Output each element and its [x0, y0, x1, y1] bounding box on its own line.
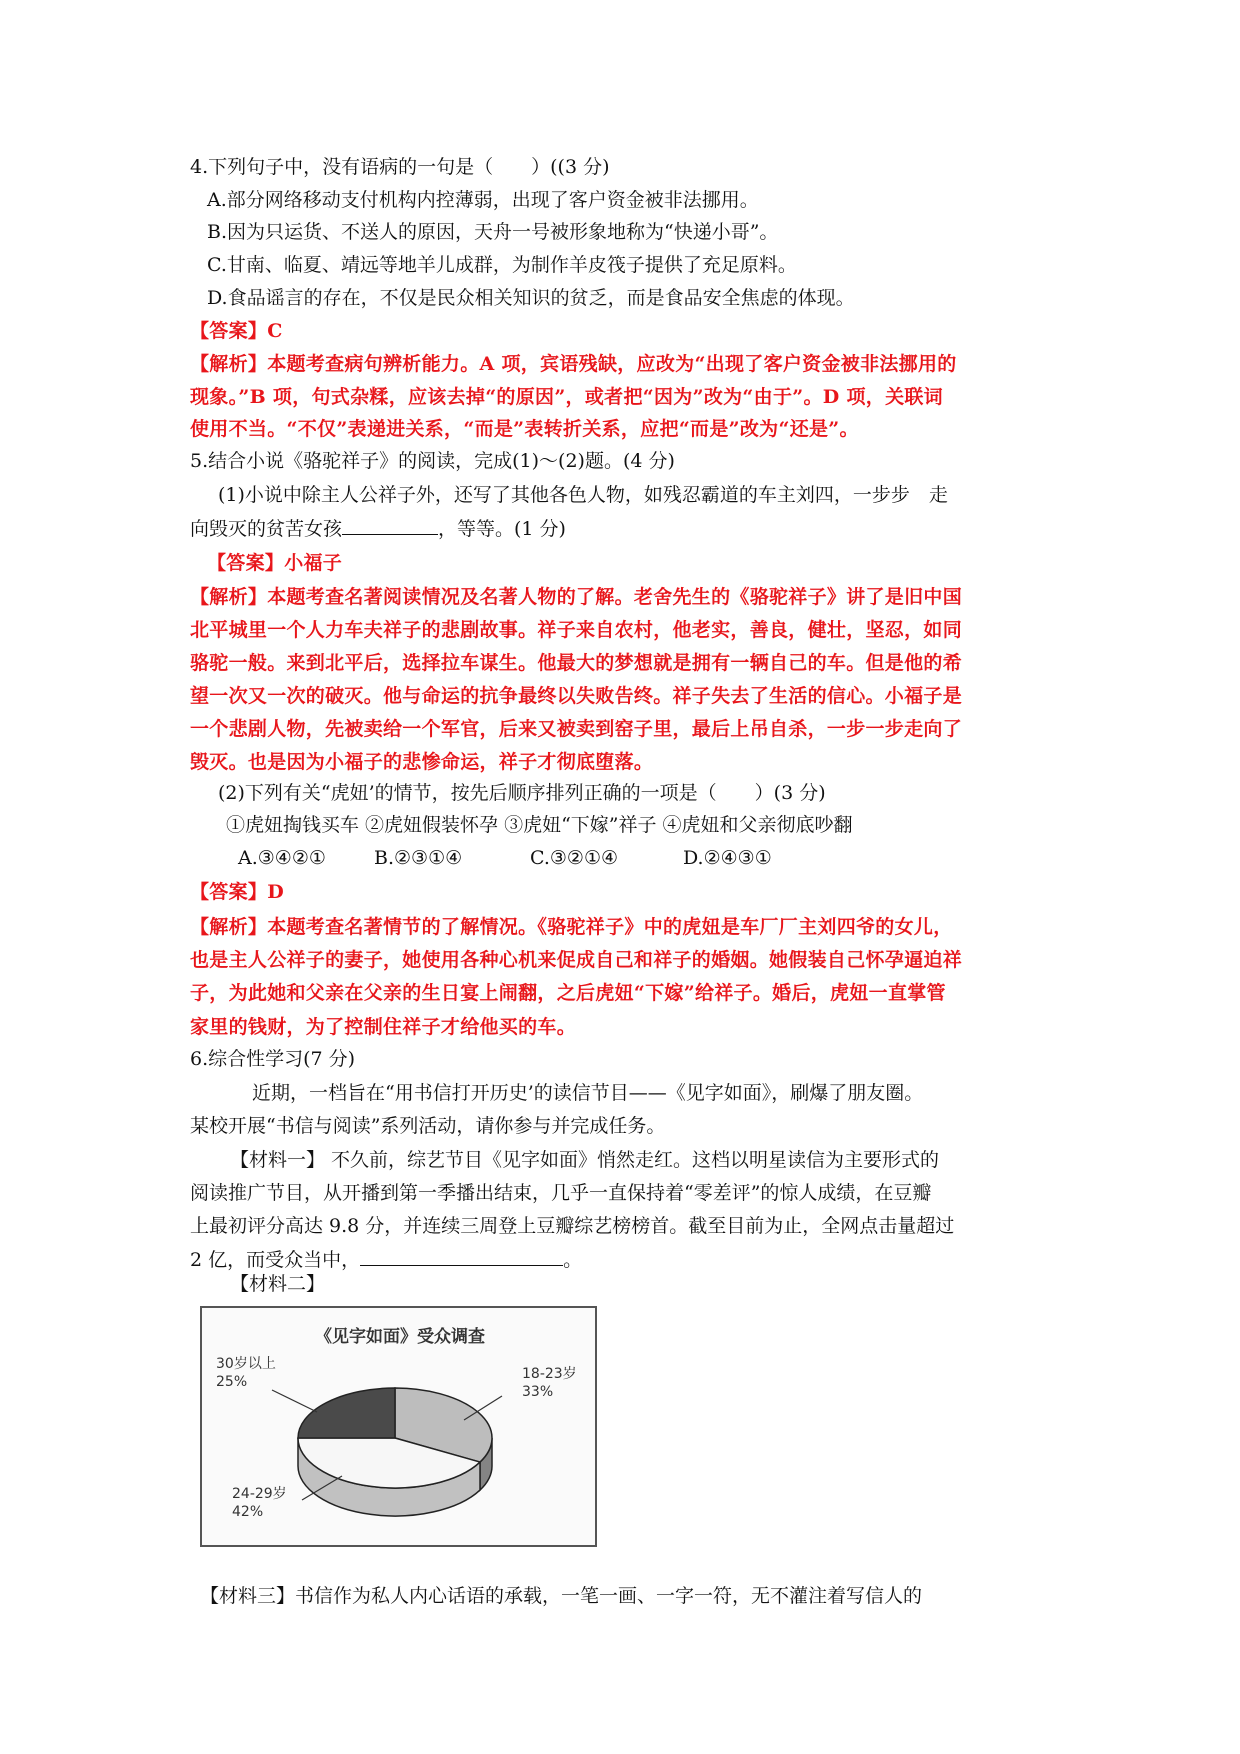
q6-material2-label: 【材料二】	[230, 1273, 326, 1295]
q5-sub2-stem: (2)下列有关“虎妞’的情节，按先后顺序排列正确的一项是（ ）(3 分)	[218, 782, 826, 804]
q5-sub1-analysis-line: 骆驼一般。来到北平后，选择拉车谋生。他最大的梦想就是拥有一辆自己的车。但是他的希	[190, 652, 963, 674]
q5-sub2-answer: 【答案】D	[190, 881, 284, 903]
q5-sub2-choice: A.③④②①	[238, 847, 326, 869]
q4-analysis-line: 现象。”B 项，句式杂糅，应该去掉“的原因”，或者把“因为”改为“由于”。D 项，关联词	[190, 386, 943, 408]
q5-sub1-answer: 【答案】小福子	[207, 552, 343, 574]
pie-category-label: 18-23岁	[522, 1366, 577, 1382]
q6-material1-line: 阅读推广节目，从开播到第一季播出结束，几乎一直保持着“零差评”的惊人成绩，在豆瓣	[190, 1182, 932, 1204]
audience-pie-chart	[200, 1306, 597, 1547]
pie-category-label: 30岁以上	[216, 1356, 276, 1372]
q5-sub2-analysis-line: 也是主人公祥子的妻子，她使用各种心机来促成自己和祥子的婚姻。她假装自己怀孕逼迫祥	[190, 949, 963, 971]
pie-slice	[298, 1388, 395, 1438]
pie-value-label: 33%	[522, 1384, 554, 1400]
pie-group	[298, 1388, 492, 1516]
q6-material1-line: 上最初评分高达 9.8 分，并连续三周登上豆瓣综艺榜榜首。截至目前为止，全网点击量超过	[190, 1215, 955, 1237]
answer-blank	[342, 516, 438, 535]
q5-sub1-text: 向毁灭的贫苦女孩	[190, 518, 343, 540]
q5-sub2-analysis-line: 家里的钱财，为了控制住祥子才给他买的车。	[190, 1016, 577, 1038]
q5-stem: 5.结合小说《骆驼祥子》的阅读，完成(1)～(2)题。(4 分)	[190, 450, 675, 472]
q4-analysis-line: 【解析】本题考查病句辨析能力。A 项，宾语残缺，应改为“出现了客户资金被非法挪用的	[190, 353, 957, 375]
q4-option-c: C.甘南、临夏、靖远等地羊儿成群，为制作羊皮筏子提供了充足原料。	[207, 254, 797, 276]
pie-category-label: 24-29岁	[232, 1486, 287, 1502]
q5-sub2-choice: B.②③①④	[374, 847, 463, 869]
q5-sub2-choice: C.③②①④	[530, 847, 619, 869]
q5-sub1-analysis-line: 毁灭。也是因为小福子的悲惨命运，祥子才彻底堕落。	[190, 751, 654, 773]
leader-line	[272, 1390, 317, 1412]
q5-sub1-analysis-line: 望一次又一次的破灭。他与命运的抗争最终以失败告终。祥子失去了生活的信心。小福子是	[190, 685, 963, 707]
q5-sub1-analysis-line: 北平城里一个人力车夫祥子的悲剧故事。祥子来自农村，他老实，善良，健壮，坚忍，如同	[190, 619, 963, 641]
answer-blank	[360, 1247, 563, 1266]
q4-stem: 4.下列句子中，没有语病的一句是（ ）((3 分)	[190, 156, 610, 178]
q5-sub1-analysis-line: 【解析】本题考查名著阅读情况及名著人物的了解。老舍先生的《骆驼祥子》讲了是旧中国	[190, 586, 963, 608]
q6-material1-text: 。	[563, 1249, 583, 1271]
pie-value-label: 42%	[232, 1504, 264, 1520]
q6-intro-line: 某校开展“书信与阅读”系列活动，请你参与并完成任务。	[190, 1115, 666, 1137]
q6-stem: 6.综合性学习(7 分)	[190, 1048, 356, 1070]
q5-sub1-line1: (1)小说中除主人公祥子外，还写了其他各色人物，如残忍霸道的车主刘四，一步步 走	[218, 484, 948, 506]
q5-sub1-line2	[190, 516, 566, 541]
chart-title: 《见字如面》受众调查	[315, 1327, 485, 1347]
q4-answer: 【答案】C	[190, 320, 283, 342]
q5-sub2-analysis-line: 【解析】本题考查名著情节的了解情况。《骆驼祥子》中的虎妞是车厂厂主刘四爷的女儿，	[190, 916, 953, 938]
q4-option-a: A.部分网络移动支付机构内控薄弱，出现了客户资金被非法挪用。	[207, 189, 759, 211]
q6-material1-text: 2 亿，而受众当中，	[190, 1249, 361, 1271]
q5-sub2-analysis-line: 子，为此她和父亲在父亲的生日宴上闹翻，之后虎妞“下嫁”给祥子。婚后，虎妞一直掌管	[190, 982, 946, 1004]
q5-sub1-text: ，等等。(1 分)	[438, 518, 566, 540]
q6-material3-line: 【材料三】书信作为私人内心话语的承载，一笔一画、一字一符，无不灌注着写信人的	[200, 1585, 923, 1607]
pie-value-label: 25%	[216, 1374, 248, 1390]
pie-chart-svg	[202, 1308, 599, 1549]
q4-option-d: D.食品谣言的存在，不仅是民众相关知识的贫乏，而是食品安全焦虑的体现。	[207, 287, 855, 309]
q4-analysis-line: 使用不当。“不仅”表递进关系，“而是”表转折关系，应把“而是”改为“还是”。	[190, 418, 859, 440]
q6-intro-line: 近期，一档旨在“用书信打开历史’的读信节目——《见字如面》，刷爆了朋友圈。	[252, 1082, 924, 1104]
q5-sub2-items: ①虎妞掏钱买车 ②虎妞假装怀孕 ③虎妞“下嫁”祥子 ④虎妞和父亲彻底吵翻	[226, 814, 853, 836]
q4-option-b: B.因为只运货、不送人的原因，天舟一号被形象地称为“快递小哥”。	[207, 221, 779, 243]
q5-sub2-choice: D.②④③①	[683, 847, 772, 869]
q5-sub1-analysis-line: 一个悲剧人物，先被卖给一个军官，后来又被卖到窑子里，最后上吊自杀，一步一步走向了	[190, 718, 963, 740]
q6-material1-line: 【材料一】 不久前，综艺节目《见字如面》悄然走红。这档以明星读信为主要形式的	[230, 1149, 940, 1171]
q6-material1-last	[190, 1247, 582, 1272]
